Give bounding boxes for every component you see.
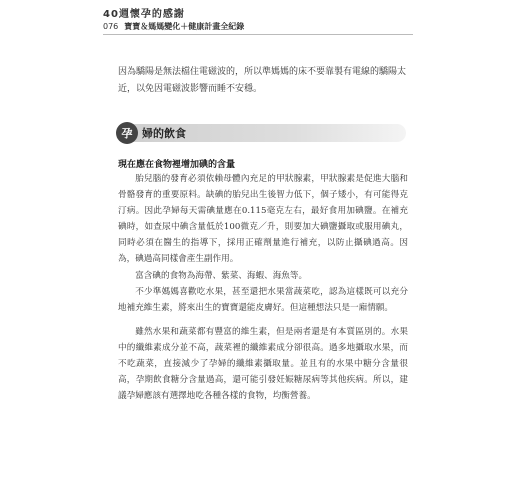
section-tag-badge: 孕	[116, 122, 138, 144]
header-row	[103, 21, 244, 33]
book-subtitle: 寶寶＆媽媽變化＋健康計畫全紀錄	[124, 22, 245, 31]
intro-paragraph: 因為驕陽是無法檔住電磁波的，所以準媽媽的床不要靠製有電線的驕陽太近，以免因電磁波影響而睡不安穩。	[118, 67, 407, 94]
book-title: 40週懷孕的感謝	[103, 9, 185, 20]
header-divider	[103, 34, 413, 35]
subheading: 現在應在食物裡增加碘的含量	[118, 160, 236, 170]
article-body	[118, 171, 408, 404]
page-header	[103, 8, 244, 33]
section-heading	[116, 120, 406, 146]
page-number: 076	[103, 22, 119, 31]
body-paragraph: 富含碘的食物為海帶、紫菜、海蝦、海魚等。	[135, 270, 308, 281]
section-title: 婦的飲食	[142, 127, 186, 140]
body-paragraph: 胎兒腦的發育必須依賴母體內充足的甲狀腺素，甲狀腺素是促進大腦和骨骼發育的重要原料。缺碘的胎兒出生後智力低下，個子矮小，有可能得克汀病。因此孕婦每天需碘量應在0.115毫克左右，最好食用加碘鹽。在補充碘時，如查尿中碘含量低於100微克／升，則要加大碘鹽攝取或服用碘丸，同時必須在醫生的指導下，採用正確劑量進行補充，以防止攝碘過高。因為，碘過高同樣會產生副作用。	[118, 174, 408, 265]
body-paragraph: 不少準媽媽喜歡吃水果，甚至還把水果當蔬菜吃，認為這樣既可以充分地補充維生素，將來出生的寶寶還能皮膚好。但這種想法只是一廂情願。	[118, 286, 408, 313]
body-paragraph: 雖然水果和蔬菜都有豐富的維生素，但是兩者還是有本質區別的。水果中的纖維素成分並不高，蔬菜裡的纖維素成分卻很高。過多地攝取水果，而不吃蔬菜，直接減少了孕婦的纖維素攝取量。並且有的水果中糖分含量很高，孕期飲食糖分含量過高，還可能引發妊娠糖尿病等其他疾病。所以，建議孕婦應該有選擇地吃各種各樣的食物，均衡營養。	[118, 326, 408, 402]
